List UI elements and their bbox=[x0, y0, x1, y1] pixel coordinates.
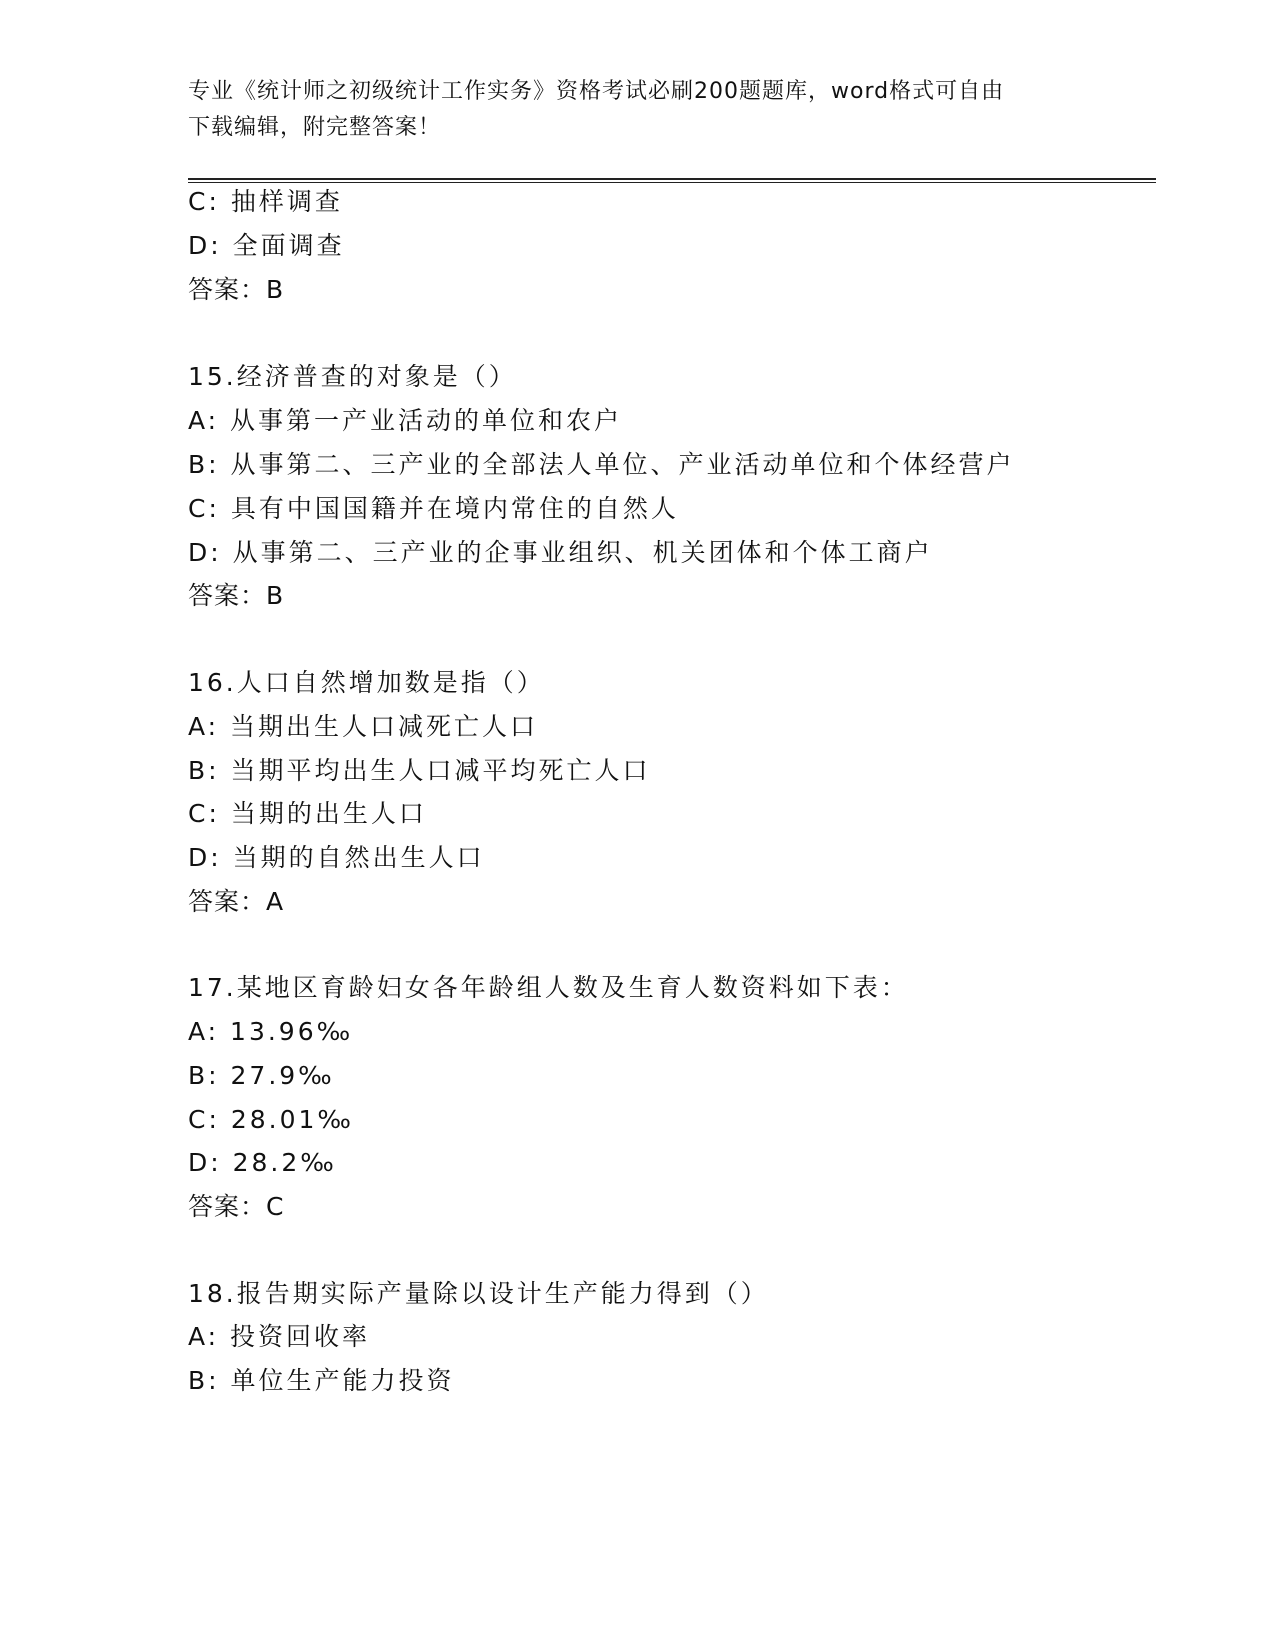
q16-option-b: B: 当期平均出生人口减平均死亡人口 bbox=[188, 756, 651, 785]
q15-answer: 答案：B bbox=[188, 581, 285, 610]
q14-option-d: D: 全面调查 bbox=[188, 231, 345, 260]
q17-stem: 17.某地区育龄妇女各年龄组人数及生育人数资料如下表： bbox=[188, 973, 909, 1002]
q18-stem: 18.报告期实际产量除以设计生产能力得到（） bbox=[188, 1279, 769, 1308]
q15-option-a: A: 从事第一产业活动的单位和农户 bbox=[188, 406, 623, 435]
header-line-1: 专业《统计师之初级统计工作实务》资格考试必刷200题题库，word格式可自由 bbox=[188, 79, 1005, 104]
q16-option-c: C: 当期的出生人口 bbox=[188, 799, 427, 828]
q15-option-c: C: 具有中国国籍并在境内常住的自然人 bbox=[188, 494, 679, 523]
header-divider bbox=[188, 178, 1156, 183]
q14-answer: 答案：B bbox=[188, 275, 285, 304]
q17-answer: 答案：C bbox=[188, 1192, 285, 1221]
header-line-2: 下载编辑，附完整答案！ bbox=[188, 115, 442, 140]
q16-option-d: D: 当期的自然出生人口 bbox=[188, 843, 485, 872]
q16-answer: 答案：A bbox=[188, 887, 285, 916]
q16-option-a: A: 当期出生人口减死亡人口 bbox=[188, 712, 539, 741]
q17-option-b: B: 27.9‰ bbox=[188, 1061, 335, 1090]
q15-option-d: D: 从事第二、三产业的企事业组织、机关团体和个体工商户 bbox=[188, 538, 933, 567]
q18-option-a: A: 投资回收率 bbox=[188, 1322, 371, 1351]
q17-option-d: D: 28.2‰ bbox=[188, 1148, 337, 1177]
q16-stem: 16.人口自然增加数是指（） bbox=[188, 668, 545, 697]
q14-option-c: C: 抽样调查 bbox=[188, 187, 343, 216]
document-header bbox=[188, 74, 1068, 146]
q17-option-c: C: 28.01‰ bbox=[188, 1105, 354, 1134]
q15-stem: 15.经济普查的对象是（） bbox=[188, 362, 517, 391]
q15-option-b: B: 从事第二、三产业的全部法人单位、产业活动单位和个体经营户 bbox=[188, 450, 1015, 479]
q18-option-b: B: 单位生产能力投资 bbox=[188, 1366, 455, 1395]
q17-option-a: A: 13.96‰ bbox=[188, 1017, 354, 1046]
